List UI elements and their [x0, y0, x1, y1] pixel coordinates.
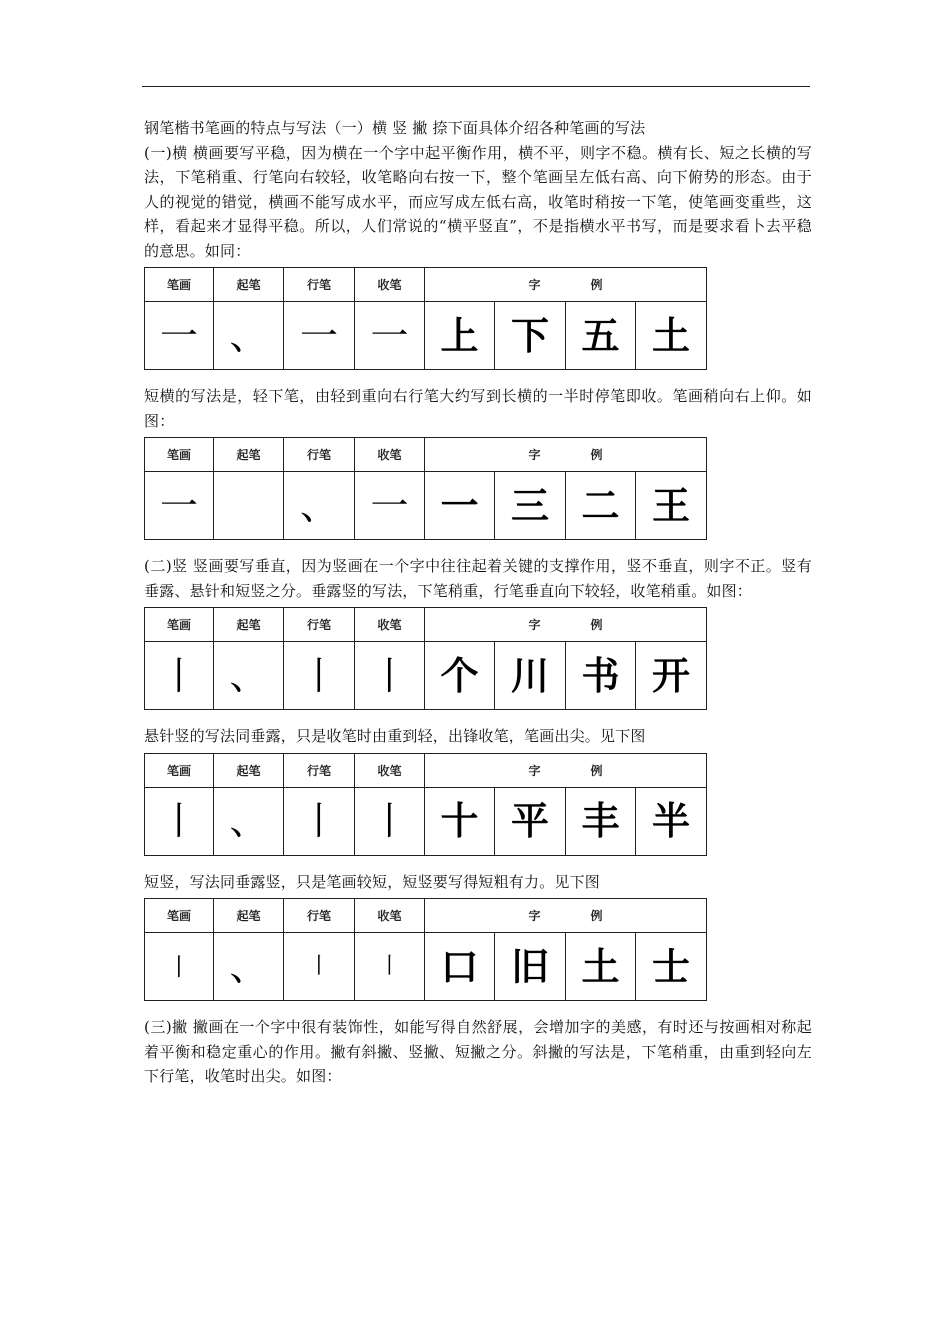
example-char: 上: [425, 302, 495, 370]
stroke-table-duanheng: [144, 437, 707, 540]
qibi-cell: 、: [214, 933, 284, 1001]
xingbi-cell: 丨: [284, 933, 355, 1001]
header-qibi: 起笔: [214, 438, 284, 472]
table-glyph-row: [145, 642, 707, 710]
header-zi: 字: [528, 278, 541, 292]
shoubi-cell: 丨: [355, 787, 425, 855]
header-shoubi: 收笔: [355, 753, 425, 787]
example-char: 王: [636, 472, 707, 540]
shoubi-cell: 丨: [355, 642, 425, 710]
table-header-row: [145, 608, 707, 642]
header-zili: [425, 608, 707, 642]
shoubi-cell: 一: [355, 472, 425, 540]
qibi-cell: 、: [214, 302, 284, 370]
header-qibi: 起笔: [214, 268, 284, 302]
xingbi-cell: 一: [284, 302, 355, 370]
header-shoubi: 收笔: [355, 268, 425, 302]
header-rule: [142, 86, 810, 87]
header-zili: [425, 753, 707, 787]
document-body: [144, 116, 812, 1089]
example-char: 个: [425, 642, 495, 710]
table-header-row: [145, 438, 707, 472]
stroke-table-xuanzhen: [144, 753, 707, 856]
header-bihua: 笔画: [145, 608, 214, 642]
example-char: 旧: [495, 933, 566, 1001]
header-bihua: 笔画: [145, 753, 214, 787]
stroke-table-changheng: [144, 267, 707, 370]
example-char: 土: [636, 302, 707, 370]
example-char: 二: [566, 472, 636, 540]
header-li: 例: [590, 278, 603, 292]
table-header-row: [145, 268, 707, 302]
example-char: 士: [636, 933, 707, 1001]
table-header-row: [145, 753, 707, 787]
example-char: 十: [425, 787, 495, 855]
paragraph-shu: (二)竖 竖画要写垂直，因为竖画在一个字中往往起着关键的支撑作用，竖不垂直，则字不正。竖有垂露、悬针和短竖之分。垂露竖的写法，下笔稍重，行笔垂直向下较轻，收笔稍重。如图：: [144, 557, 812, 600]
example-char: 下: [495, 302, 566, 370]
example-char: 川: [495, 642, 566, 710]
header-xingbi: 行笔: [284, 899, 355, 933]
header-bihua: 笔画: [145, 268, 214, 302]
header-xingbi: 行笔: [284, 268, 355, 302]
table-glyph-row: [145, 302, 707, 370]
stroke-cell: 丨: [145, 933, 214, 1001]
shoubi-cell: 一: [355, 302, 425, 370]
header-shoubi: 收笔: [355, 608, 425, 642]
header-qibi: 起笔: [214, 899, 284, 933]
stroke-cell: 丨: [145, 787, 214, 855]
header-zi: 字: [528, 618, 541, 632]
example-char: 口: [425, 933, 495, 1001]
header-bihua: 笔画: [145, 899, 214, 933]
header-xingbi: 行笔: [284, 438, 355, 472]
example-char: 一: [425, 472, 495, 540]
example-char: 五: [566, 302, 636, 370]
header-li: 例: [590, 448, 603, 462]
stroke-table-chuilu: [144, 607, 707, 710]
header-zi: 字: [528, 763, 541, 778]
shoubi-cell: 丨: [355, 933, 425, 1001]
header-li: 例: [590, 618, 603, 632]
xingbi-cell: 丨: [284, 787, 355, 855]
example-char: 土: [566, 933, 636, 1001]
header-bihua: 笔画: [145, 438, 214, 472]
header-li: 例: [590, 763, 603, 778]
stroke-table-duanshu: [144, 898, 707, 1001]
qibi-cell: 、: [214, 787, 284, 855]
header-qibi: 起笔: [214, 753, 284, 787]
qibi-cell: [214, 472, 284, 540]
paragraph-duanshu: 短竖，写法同垂露竖，只是笔画较短，短竖要写得短粗有力。见下图: [144, 872, 601, 891]
header-shoubi: 收笔: [355, 438, 425, 472]
stroke-cell: 丨: [145, 642, 214, 710]
example-char: 半: [636, 787, 707, 855]
example-char: 丰: [566, 787, 636, 855]
table-glyph-row: [145, 933, 707, 1001]
paragraph-heng: (一)横 横画要写平稳，因为横在一个字中起平衡作用，横不平，则字不稳。横有长、短之长横的写法，下笔稍重、行笔向右较轻，收笔略向右按一下，整个笔画呈左低右高、向下俯势的形态。由于人的视觉的错觉，横画不能写成水平，而应写成左低右高，收笔时稍按一下笔，使笔画变重些，这样，看起来才显得平稳。所以，人们常说的“横平竖直”，不是指横水平书写，而是要求看卜去平稳的意思。如同：: [144, 143, 812, 260]
stroke-cell: 一: [145, 302, 214, 370]
header-xingbi: 行笔: [284, 608, 355, 642]
table-glyph-row: [145, 787, 707, 855]
example-char: 书: [566, 642, 636, 710]
header-qibi: 起笔: [214, 608, 284, 642]
xingbi-cell: 丨: [284, 642, 355, 710]
example-char: 开: [636, 642, 707, 710]
stroke-cell: 一: [145, 472, 214, 540]
header-zili: [425, 438, 707, 472]
header-zili: [425, 268, 707, 302]
qibi-cell: 、: [214, 642, 284, 710]
table-glyph-row: [145, 472, 707, 540]
paragraph-pie: (三)撇 撇画在一个字中很有装饰性，如能写得自然舒展，会增加字的美感，有时还与按画相对称起着平衡和稳定重心的作用。撇有斜撇、竖撇、短撇之分。斜撇的写法是，下笔稍重，由重到轻向左下行笔，收笔时出尖。如图：: [144, 1018, 812, 1085]
header-xingbi: 行笔: [284, 753, 355, 787]
header-zi: 字: [528, 909, 541, 923]
header-zi: 字: [528, 448, 541, 462]
example-char: 三: [495, 472, 566, 540]
header-zili: [425, 899, 707, 933]
document-title: 钢笔楷书笔画的特点与写法（一）横 竖 撇 捺下面具体介绍各种笔画的写法: [144, 119, 646, 137]
header-li: 例: [590, 909, 603, 923]
table-header-row: [145, 899, 707, 933]
example-char: 平: [495, 787, 566, 855]
xingbi-cell: 、: [284, 472, 355, 540]
paragraph-xuanzhen: 悬针竖的写法同垂露，只是收笔时由重到轻，出锋收笔，笔画出尖。见下图: [144, 727, 646, 745]
paragraph-duanheng: 短横的写法是，轻下笔，由轻到重向右行笔大约写到长横的一半时停笔即收。笔画稍向右上仰。如图：: [144, 387, 812, 430]
header-shoubi: 收笔: [355, 899, 425, 933]
